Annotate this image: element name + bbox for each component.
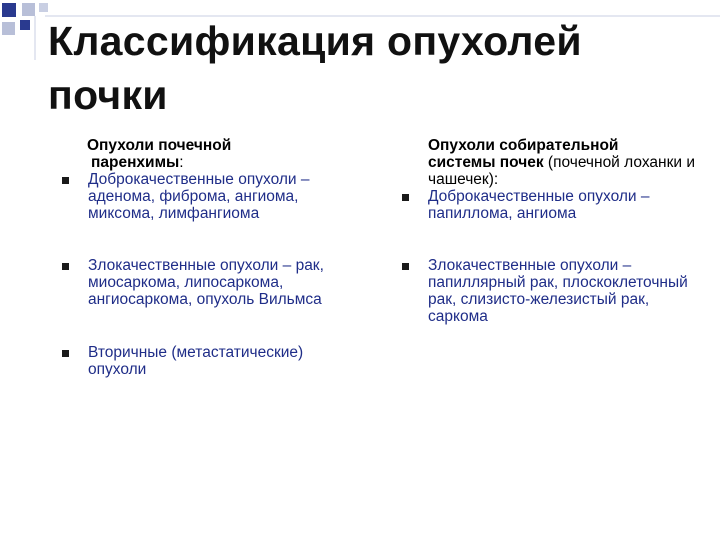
right-heading-line1: Опухоли собирательной	[428, 137, 619, 154]
deco-square-dark	[2, 3, 16, 17]
bullet-square-icon	[402, 263, 409, 270]
list-item	[398, 257, 698, 325]
bullet-square-icon	[62, 263, 69, 270]
bullet-square-icon	[62, 177, 69, 184]
right-heading-bold: системы почек	[428, 154, 544, 171]
list-item	[58, 257, 358, 308]
deco-square-light	[39, 3, 48, 12]
left-heading	[58, 137, 358, 171]
deco-square-dark	[20, 20, 30, 30]
list-item-text: Злокачественные опухоли – папиллярный рак, плоскоклеточный рак, слизисто-железистый рак, саркома	[428, 257, 688, 325]
left-heading-line2: паренхимы:	[91, 154, 184, 171]
list-item-text: Доброкачественные опухоли – папиллома, ангиома	[428, 188, 650, 222]
right-column	[398, 137, 698, 325]
deco-square-light	[2, 22, 15, 35]
right-heading-rest: (почечной лоханки и чашечек):	[428, 154, 695, 188]
list-item-text: Вторичные (метастатические) опухоли	[88, 344, 304, 378]
list-item-text: Доброкачественные опухоли – аденома, фиброма, ангиома, миксома, лимфангиома	[88, 171, 310, 222]
bullet-square-icon	[402, 194, 409, 201]
deco-square-light	[22, 3, 35, 16]
left-column	[58, 137, 358, 378]
list-item	[398, 188, 698, 222]
bullet-square-icon	[62, 350, 69, 357]
list-item	[58, 344, 358, 378]
slide-title: Классификация опухолей почки	[48, 18, 582, 118]
list-item	[398, 137, 698, 188]
list-item-text: Злокачественные опухоли – рак, миосаркома, липосаркома, ангиосаркома, опухоль Вильмса	[88, 257, 324, 308]
right-heading	[428, 137, 698, 188]
list-item	[58, 171, 358, 222]
left-heading-line1: Опухоли почечной	[87, 137, 232, 154]
